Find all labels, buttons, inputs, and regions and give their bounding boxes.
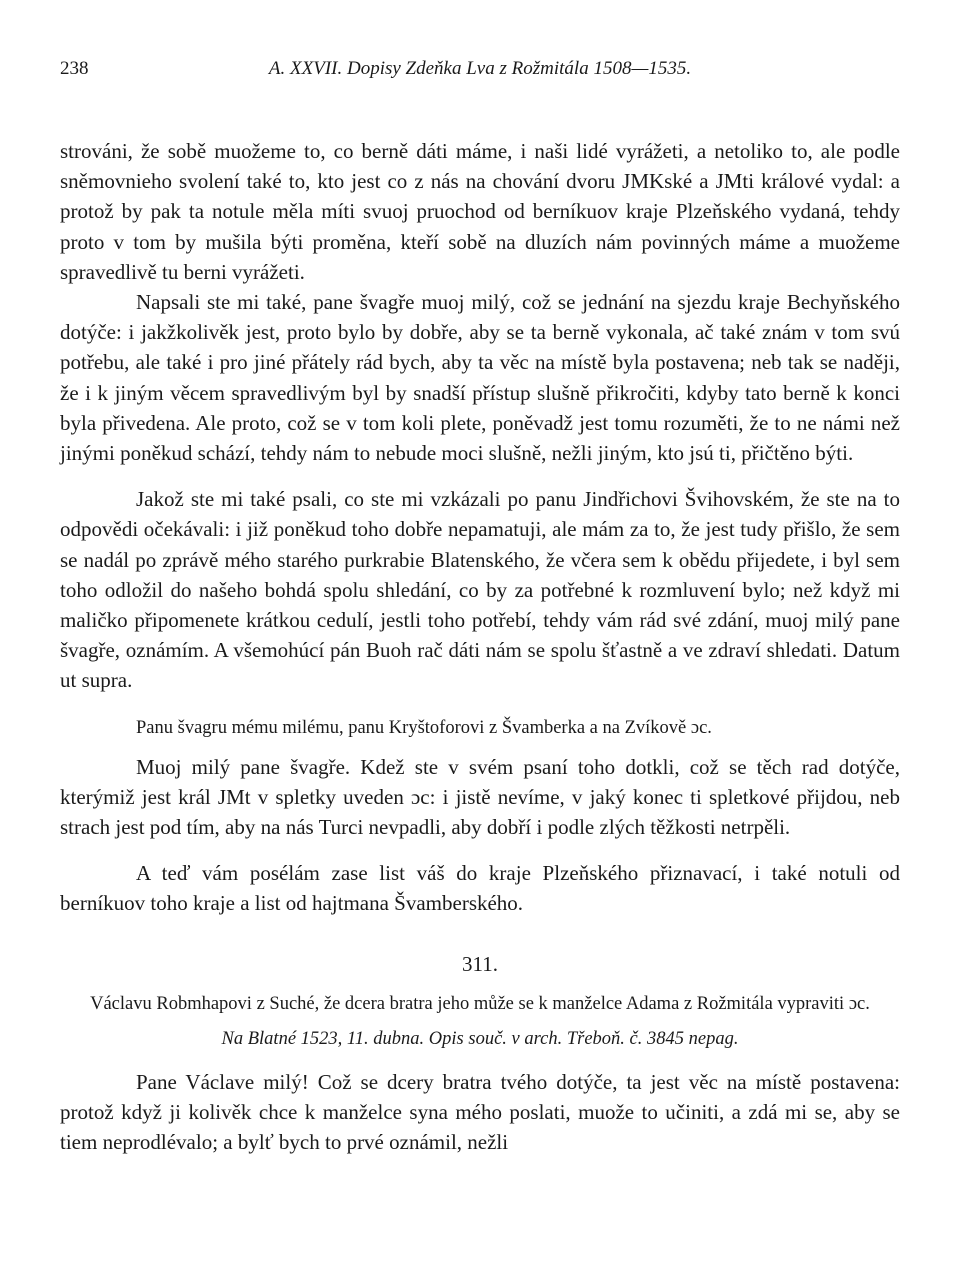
paragraph: Jakož ste mi také psali, co ste mi vzkázali po panu Jindřichovi Švihovském, že ste na to odpovědi očekávali: i již poněkud toho dobře nepamatuji, ale mám za to, že jest tudy přišlo, že sem se nadál po zprávě mého starého purkrabie Blatenského, že včera sem k obědu přijedete, i byl sem toho odložil do našeho bohdá spolu shledání, co by za potřebné k rozmluvení bylo; než když mi maličko připomenete krátkou cedulí, jestli toho potřebí, tehdy vám rád své zdání, muoj milý pane švagře, oznámím. A všemohúcí pán Buoh rač dáti nám se spolu šťastně a ve zdraví shledati. Datum ut supra. <box>60 487 900 693</box>
letter-address: Panu švagru mému milému, panu Kryštoforovi z Švamberka a na Zvíkově ɔc. <box>136 717 712 738</box>
text-body <box>60 136 900 1157</box>
document-source: Na Blatné 1523, 11. dubna. Opis souč. v arch. Třeboň. č. 3845 nepag. <box>221 1028 739 1049</box>
page-number: 238 <box>60 58 89 79</box>
paragraph: Napsali ste mi také, pane švagře muoj milý, což se jednání na sjezdu kraje Bechyňského dotýče: i jakžkolivěk jest, proto bylo by dobře, aby se ta berně vykonala, ač také znám v tom svú potřebu, ale také i pro jiné přátely rád bych, aby ta věc na místě byla postavena; neb tak se naději, že i k jiným věcem spravedlivým byl by snadší přístup slušně přikročiti, kdyby tato berně k konci byla přivedena. Ale proto, což se v tom koli plete, poněvadž jest tomu rozuměti, že to ne námi než jinými poněkud schází, tehdy nám to nebude moci slušně, nežli jiným, kto jsú ti, přičtěno býti. <box>60 290 900 466</box>
paragraph: A teď vám posélám zase list váš do kraje Plzeňského přiznavací, i také notuli od berníkuov toho kraje a list od hajtmana Švamberského. <box>60 861 900 916</box>
document-number: 311. <box>462 951 498 976</box>
paragraph: Pane Václave milý! Což se dcery bratra tvého dotýče, ta jest věc na místě postavena: protož když ji kolivěk chce k manželce syna mého poslati, muože to učiniti, a zdá mi se, aby se tiem neprodlévalo; a bylť bych to prvé oznámil, nežli <box>60 1069 900 1155</box>
running-head <box>60 46 900 80</box>
paragraph: Muoj milý pane švagře. Kdež ste v svém psaní toho dotkli, což se těch rad dotýče, kterýmiž jest král JMt v spletky uveden ɔc: i jistě nevíme, v jaký konec ti spletkové přijdou, neb strach jest pod tím, aby na nás Turci nevpadli, aby dobří i podle zlých těžkosti netrpěli. <box>60 754 900 840</box>
document-summary: Václavu Robmhapovi z Suché, že dcera bratra jeho může se k manželce Adama z Rožmitála vypraviti ɔc. <box>90 993 870 1014</box>
running-title: A. XXVII. Dopisy Zdeňka Lva z Rožmitála 1508—1535. <box>268 58 692 79</box>
paragraph: strováni, že sobě muožeme to, co berně dáti máme, i naši lidé vyrážeti, a netoliko to, ale podle sněmovnieho svolení také to, kto jest co z nás na chování dvoru JMKské a JMti králové vydal: a protož by pak ta notule měla míti svuoj pruochod od berníkuov kraje Plzeňského vydaná, tehdy proto v tom by mušila býti proměna, kteří sobě na dluzích nám povinných máme a muožeme spravedlivě tu berni vyrážeti. <box>60 139 900 284</box>
